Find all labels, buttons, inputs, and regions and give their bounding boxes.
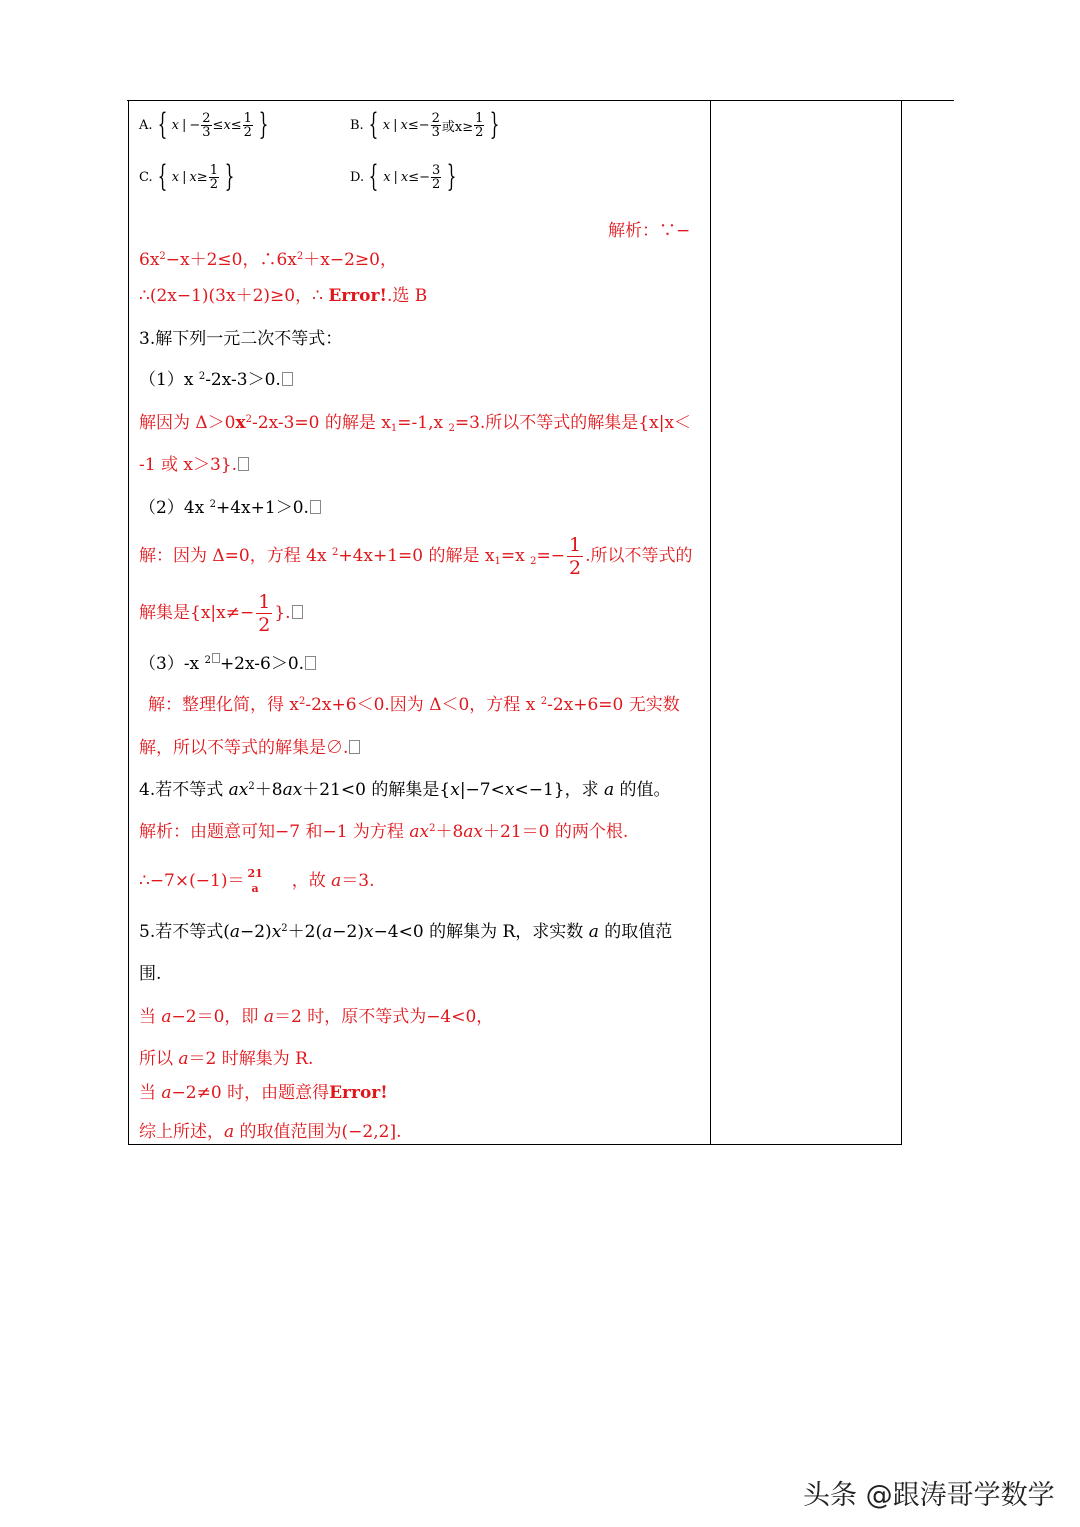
fraction-one-half: $\frac{1}{2}$ — [258, 591, 271, 636]
q3-part2: （2）4x $^2$+4x+1＞0. — [139, 498, 321, 518]
q3-solution2-line2: 解集是{x|x≠− $\frac{1}{2}$ }. — [139, 590, 303, 636]
frac-1-2: $\frac{1}{2}$ — [209, 162, 218, 192]
watermark: 头条 @跟涛哥学数学 — [803, 1480, 1055, 1511]
q3-part3: （3）-x $^2$ +2x-6＞0. — [139, 653, 316, 674]
frac-1-2: $\frac{1}{2}$ — [475, 110, 484, 140]
option-b: B. { x | x≤− $\frac{2}{3}$ 或x≥ $\frac{1}{2}$ } — [350, 107, 500, 142]
frac-2-3: $\frac{2}{3}$ — [431, 110, 440, 140]
q5-title-line2: 围. — [139, 964, 162, 984]
option-a: A. { x | − $\frac{2}{3}$ ≤x≤ $\frac{1}{2}$ } — [139, 107, 269, 142]
q4-title: 4.若不等式 $ax^2+8ax+21<0$ 的解集是{x|−7<x<−1}，求 a 的值。 — [139, 780, 671, 800]
frac-2-3: $\frac{2}{3}$ — [202, 110, 211, 140]
q3-title: 3.解下列一元二次不等式： — [139, 329, 343, 349]
option-d: D. { x | x≤− $\frac{3}{2}$ } — [350, 159, 457, 194]
frac-1-2: $\frac{1}{2}$ — [243, 110, 252, 140]
q5-solution3: 当 a−2≠0 时，由题意得Error! — [139, 1083, 388, 1103]
q3-solution1-line2: -1 或 x＞3}. — [139, 455, 249, 475]
q3-part1: （1）x $^2$-2x-3＞0. — [139, 370, 293, 390]
frac-3-2: $\frac{3}{2}$ — [432, 162, 441, 192]
q4-solution2: ∴−7×(−1)＝ 21 a ，故 a＝3. — [139, 867, 375, 895]
q3-solution3-line2: 解，所以不等式的解集是∅. — [139, 738, 360, 758]
q4-solution1: 解析：由题意可知−7 和−1 为方程 $ax^2+8ax+21=0$ 的两个根. — [139, 822, 629, 842]
q5-solution4: 综上所述，a 的取值范围为(−2,2]. — [139, 1122, 402, 1142]
q5-solution2: 所以 a＝2 时解集为 R. — [139, 1049, 314, 1069]
fraction-one-half: $\frac{1}{2}$ — [569, 534, 582, 579]
q5-title: 5.若不等式$(a-2)x^2+2(a-2)x-4<0$ 的解集为 R，求实数 a 的取值范 — [139, 922, 673, 942]
q5-solution1: 当 a−2＝0，即 a＝2 时，原不等式为−4<0， — [139, 1007, 494, 1027]
fraction-21-over-a: 21 a — [247, 867, 263, 895]
q3-solution1: 解因为 $\Delta>0x^2-2x-3=0$ 的解是 $x_1=-1,x$ $_2$=3.所以不等式的解集是{x|x＜ — [139, 413, 692, 434]
q3-solution3: 解：整理化简，得 $x^2-2x+6<0$.因为 Δ＜0，方程 x $^2$-2x+6=0 无实数 — [148, 695, 680, 715]
column-divider — [710, 101, 711, 1145]
q2-analysis-line3: ∴(2x−1)(3x＋2)≥0，∴ Error!.选 B — [139, 286, 428, 306]
q2-analysis-label: 解析：∵− — [608, 221, 691, 241]
option-c: C. { x | x≥ $\frac{1}{2}$ } — [139, 159, 235, 194]
q3-solution2: 解：因为 Δ=0，方程 4x $^2$+4x+1=0 的解是 $x_1=x$ $_2$=− $\frac{1}{2}$ .所以不等式的 — [139, 534, 693, 579]
q2-analysis-line2: $6x^2-x+2\le 0$，$\therefore 6x^2+x-2\ge 0$， — [139, 250, 397, 270]
